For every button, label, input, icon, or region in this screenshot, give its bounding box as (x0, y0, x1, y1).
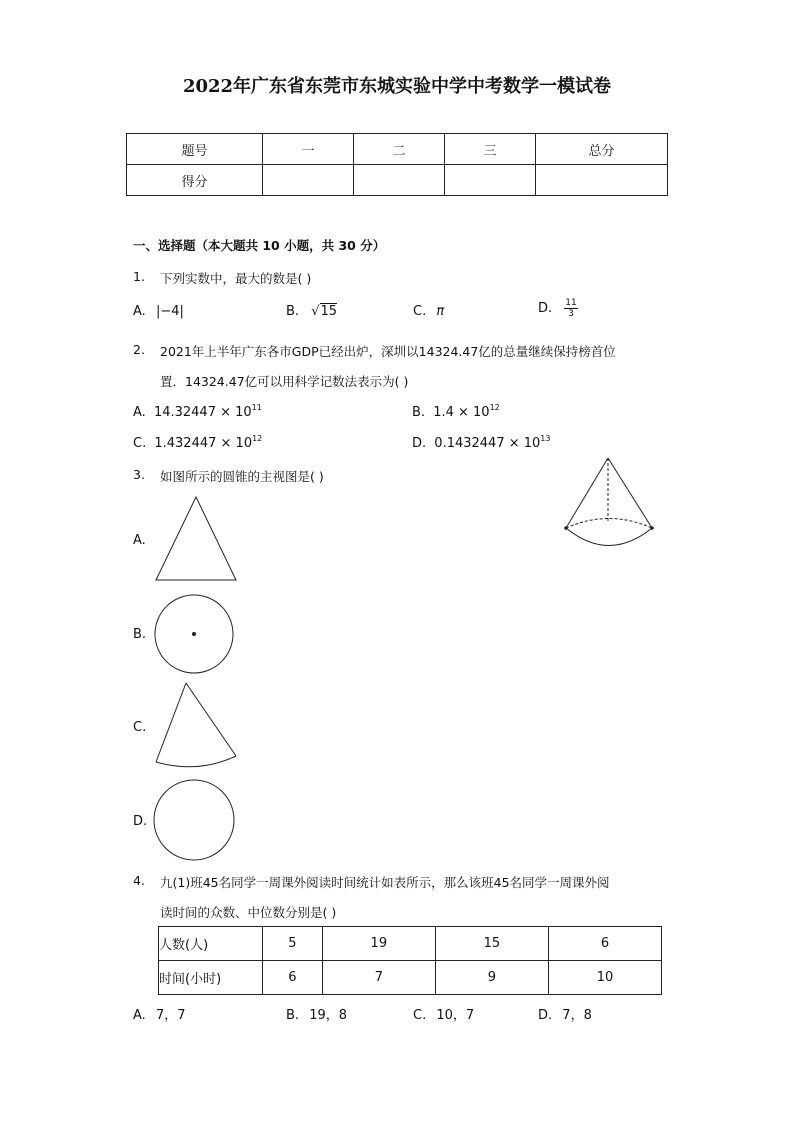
option-d-circle (150, 777, 240, 867)
score-cell (354, 165, 445, 196)
question-text-line1: 2021年上半年广东各市GDP已经出炉，深圳以14324.47亿的总量继续保持榜首位 (160, 344, 616, 359)
score-cell (263, 165, 354, 196)
option-a-triangle (150, 495, 240, 585)
option-label: B. (412, 405, 426, 420)
question-number: 2. (133, 342, 145, 357)
table-cell: 6 (548, 927, 661, 961)
radical-icon: √ (311, 304, 320, 319)
option-c-label: C. (133, 720, 147, 735)
option-label: D. (538, 301, 553, 316)
option-value: 14.32447 × 10 (153, 405, 252, 420)
option-label: A. (133, 405, 146, 420)
question-text: 下列实数中，最大的数是( ) (160, 271, 312, 286)
option-label: B. (286, 304, 300, 319)
score-table-score-row (127, 165, 668, 196)
option-label: B. (286, 1008, 300, 1023)
question-text-line2: 置．14324.47亿可以用科学记数法表示为( ) (160, 374, 409, 389)
score-row-label: 得分 (127, 165, 263, 196)
option-value: 1.4 × 10 (433, 405, 490, 420)
score-header-cell: 总分 (536, 134, 668, 165)
option-d (538, 1004, 592, 1023)
table-cell: 9 (435, 961, 548, 995)
table-cell: 19 (322, 927, 435, 961)
option-value: 7，7 (155, 1008, 186, 1023)
option-b (286, 1004, 347, 1023)
option-a (133, 403, 262, 420)
score-table (126, 133, 668, 196)
option-c (133, 434, 262, 451)
table-row (159, 927, 662, 961)
table-cell: 7 (322, 961, 435, 995)
exponent: 11 (251, 403, 262, 412)
question-text-line1: 九(1)班45名同学一周课外阅读时间统计如表所示，那么该班45名同学一周课外阅 (160, 875, 610, 890)
fraction-numerator: 11 (565, 298, 577, 308)
exponent: 13 (540, 434, 551, 443)
option-value: 15 (320, 304, 338, 319)
score-cell (536, 165, 668, 196)
option-value: π (436, 304, 445, 319)
option-c (413, 1004, 474, 1023)
option-b-circle-with-dot (150, 593, 240, 683)
option-c-sector (150, 680, 240, 775)
option-a-label: A. (133, 533, 146, 548)
table-cell: 10 (548, 961, 661, 995)
option-b-label: B. (133, 627, 147, 642)
option-d-label: D. (133, 814, 148, 829)
row-header: 人数(人) (159, 927, 263, 961)
score-header-cell: 题号 (127, 134, 263, 165)
question-number: 1. (133, 269, 145, 284)
fraction-denominator: 3 (568, 309, 574, 319)
option-label: A. (133, 304, 146, 319)
exponent: 12 (252, 434, 263, 443)
option-value: 10，7 (436, 1008, 475, 1023)
fraction (564, 298, 577, 319)
page-title: 2022年广东省东莞市东城实验中学中考数学一模试卷 (182, 76, 612, 97)
option-c (413, 304, 444, 319)
option-value: 19，8 (309, 1008, 348, 1023)
option-b (286, 304, 337, 319)
table-cell: 6 (263, 961, 323, 995)
option-d (538, 298, 578, 319)
question-text: 如图所示的圆锥的主视图是( ) (160, 469, 324, 484)
option-label: C. (413, 304, 427, 319)
question-text-line2: 读时间的众数、中位数分别是( ) (160, 905, 337, 920)
option-label: C. (413, 1008, 427, 1023)
option-label: A. (133, 1008, 146, 1023)
option-value: 0.1432447 × 10 (434, 436, 541, 451)
table-row (159, 961, 662, 995)
option-label: D. (412, 436, 427, 451)
score-cell (445, 165, 536, 196)
option-a (133, 1004, 185, 1023)
option-value: 7，8 (562, 1008, 592, 1023)
option-a (133, 304, 184, 319)
option-d (412, 434, 550, 451)
table-cell: 5 (263, 927, 323, 961)
cone-figure (560, 455, 660, 555)
option-b (412, 403, 500, 420)
table-cell: 15 (435, 927, 548, 961)
row-header: 时间(小时) (159, 961, 263, 995)
exponent: 12 (489, 403, 500, 412)
option-value: 1.432447 × 10 (154, 436, 253, 451)
section-heading: 一、选择题（本大题共 10 小题，共 30 分） (133, 238, 386, 253)
option-label: C. (133, 436, 147, 451)
option-label: D. (538, 1008, 553, 1023)
question-number: 4. (133, 873, 145, 888)
score-header-cell: 二 (354, 134, 445, 165)
score-header-cell: 一 (263, 134, 354, 165)
score-header-cell: 三 (445, 134, 536, 165)
question-number: 3. (133, 467, 145, 482)
reading-time-table (158, 926, 662, 995)
score-table-header-row (127, 134, 668, 165)
option-value: |−4| (155, 304, 184, 319)
